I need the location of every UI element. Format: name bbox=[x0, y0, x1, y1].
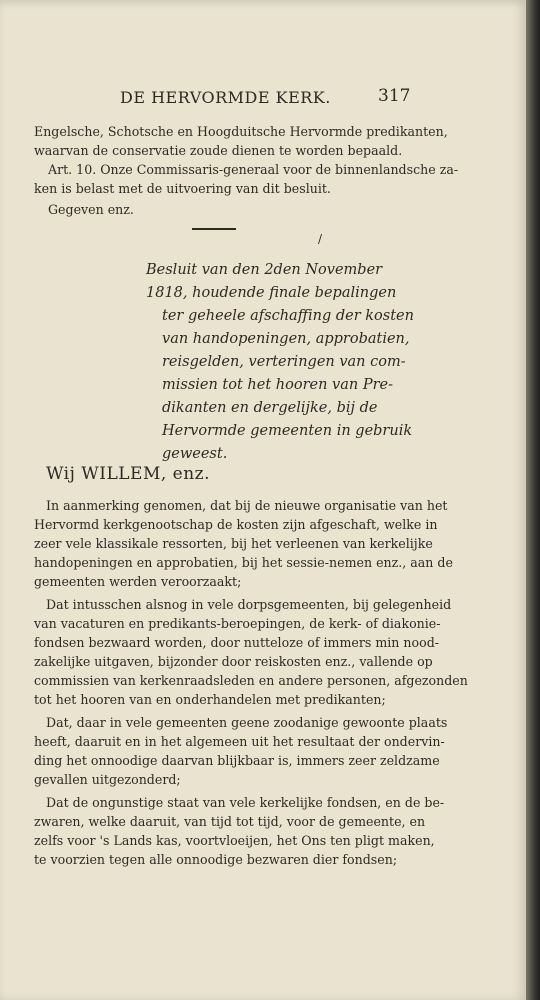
text-line: Gegeven enz. bbox=[48, 202, 134, 217]
text-line: waarvan de conservatie zoude dienen te worden bepaald. bbox=[34, 143, 403, 158]
paragraph-line: commissien van kerkenraadsleden en andere personen, afgezonden bbox=[34, 673, 468, 688]
paragraph-line: gevallen uitgezonderd; bbox=[34, 772, 181, 787]
paragraph-line: handopeningen en approbatien, bij het sessie-nemen enz., aan de bbox=[34, 555, 453, 570]
paragraph-line: fondsen bezwaard worden, door nutteloze of immers min nood- bbox=[34, 635, 440, 650]
separator-mark: / bbox=[318, 232, 323, 246]
besluit-title-line: Besluit van den 2den November bbox=[146, 262, 383, 278]
besluit-title-line: geweest. bbox=[162, 446, 228, 462]
page-edge bbox=[526, 0, 540, 1000]
besluit-title-line: ter geheele afschaffing der kosten bbox=[162, 308, 414, 324]
paragraph-line: zeer vele klassikale ressorten, bij het verleenen van kerkelijke bbox=[34, 536, 433, 551]
paragraph-line: Dat, daar in vele gemeenten geene zoodanige gewoonte plaats bbox=[46, 715, 448, 730]
besluit-title-line: van handopeningen, approbatien, bbox=[162, 331, 410, 347]
besluit-title-line: missien tot het hooren van Pre- bbox=[162, 377, 393, 393]
besluit-title-line: reisgelden, verteringen van com- bbox=[162, 354, 406, 370]
page-number: 317 bbox=[378, 86, 411, 106]
paragraph-line: te voorzien tegen alle onnoodige bezwaren dier fondsen; bbox=[34, 852, 398, 867]
besluit-title-line: Hervormde gemeenten in gebruik bbox=[162, 423, 413, 439]
paragraph-line: tot het hooren van en onderhandelen met predikanten; bbox=[34, 692, 386, 707]
paragraph-line: Dat intusschen alsnog in vele dorpsgemeenten, bij gelegenheid bbox=[46, 597, 452, 612]
besluit-title-line: 1818, houdende finale bepalingen bbox=[146, 285, 397, 301]
paragraph-line: ding het onnoodige daarvan blijkbaar is, immers zeer zeldzame bbox=[34, 753, 440, 768]
paragraph-line: zelfs voor 's Lands kas, voortvloeijen, het Ons ten pligt maken, bbox=[34, 833, 435, 848]
paragraph-line: Dat de ongunstige staat van vele kerkelijke fondsen, en de be- bbox=[46, 795, 445, 810]
paragraph-line: heeft, daaruit en in het algemeen uit het resultaat der ondervin- bbox=[34, 734, 445, 749]
text-line: Art. 10. Onze Commissaris-generaal voor de binnenlandsche za- bbox=[48, 162, 459, 177]
paragraph-line: zakelijke uitgaven, bijzonder door reiskosten enz., vallende op bbox=[34, 654, 433, 669]
text-line: ken is belast met de uitvoering van dit besluit. bbox=[34, 181, 331, 196]
text-line: Engelsche, Schotsche en Hoogduitsche Hervormde predikanten, bbox=[34, 124, 448, 139]
running-title: DE HERVORMDE KERK. bbox=[120, 88, 331, 107]
paragraph-line: gemeenten werden veroorzaakt; bbox=[34, 574, 242, 589]
section-rule bbox=[192, 228, 236, 230]
besluit-title-line: dikanten en dergelijke, bij de bbox=[162, 400, 378, 416]
paragraph-line: In aanmerking genomen, dat bij de nieuwe organisatie van het bbox=[46, 498, 448, 513]
paragraph-line: van vacaturen en predikants-beroepingen, de kerk- of diakonie- bbox=[34, 616, 441, 631]
salutation: Wij WILLEM, enz. bbox=[46, 464, 211, 484]
paragraph-line: zwaren, welke daaruit, van tijd tot tijd, voor de gemeente, en bbox=[34, 814, 426, 829]
paragraph-line: Hervormd kerkgenootschap de kosten zijn afgeschaft, welke in bbox=[34, 517, 438, 532]
